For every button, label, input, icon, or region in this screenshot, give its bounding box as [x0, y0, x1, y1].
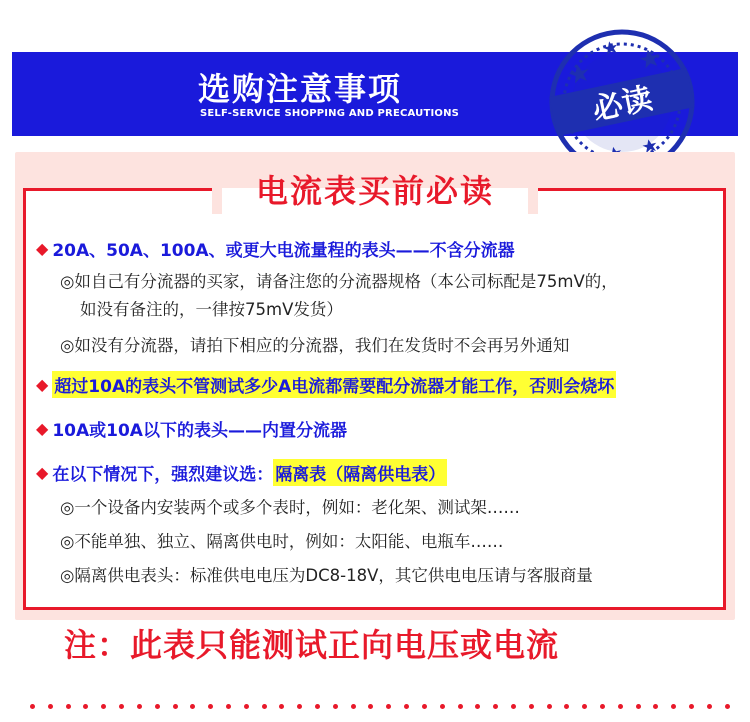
diamond-bullet-icon: ◆ [36, 462, 49, 482]
diamond-bullet-icon: ◆ [36, 238, 49, 258]
bullet-text: 在以下情况下，强烈建议选： [52, 464, 274, 485]
panel-title: 电流表买前必读 [255, 172, 494, 210]
banner-title: 选购注意事项 [198, 70, 403, 108]
list-item [36, 234, 515, 262]
highlighted-recommendation: 隔离表（隔离供电表） [273, 459, 447, 486]
sub-item: ◎如没有分流器，请拍下相应的分流器，我们在发货时不会再另外通知 [60, 336, 570, 355]
footer-note: 注：此表只能测试正向电压或电流 [64, 626, 560, 664]
list-item [36, 458, 447, 486]
bullet-text: 20A、50A、100A、或更大电流量程的表头——不含分流器 [52, 240, 515, 261]
highlighted-warning-text: 超过10A的表头不管测试多少A电流都需要配分流器才能工作，否则会烧坏 [52, 371, 616, 398]
dotted-divider [30, 704, 730, 712]
bullet-text: 10A或10A以下的表头——内置分流器 [52, 420, 347, 441]
banner-subtitle: SELF-SERVICE SHOPPING AND PRECAUTIONS [200, 108, 460, 119]
list-item [36, 414, 347, 442]
sub-item: ◎一个设备内安装两个或多个表时，例如：老化架、测试架…… [60, 498, 520, 517]
sub-item: ◎不能单独、独立、隔离供电时，例如：太阳能、电瓶车…… [60, 532, 504, 551]
sub-item: ◎隔离供电表头：标准供电电压为DC8-18V，其它供电电压请与客服商量 [60, 566, 593, 585]
stamp-text: 必读 [589, 81, 656, 128]
diamond-bullet-icon: ◆ [36, 374, 49, 394]
diamond-bullet-icon: ◆ [36, 418, 49, 438]
list-item [36, 370, 616, 398]
sub-item: 如没有备注的，一律按75mV发货） [80, 300, 343, 319]
sub-item: ◎如自己有分流器的买家，请备注您的分流器规格（本公司标配是75mV的， [60, 272, 618, 291]
